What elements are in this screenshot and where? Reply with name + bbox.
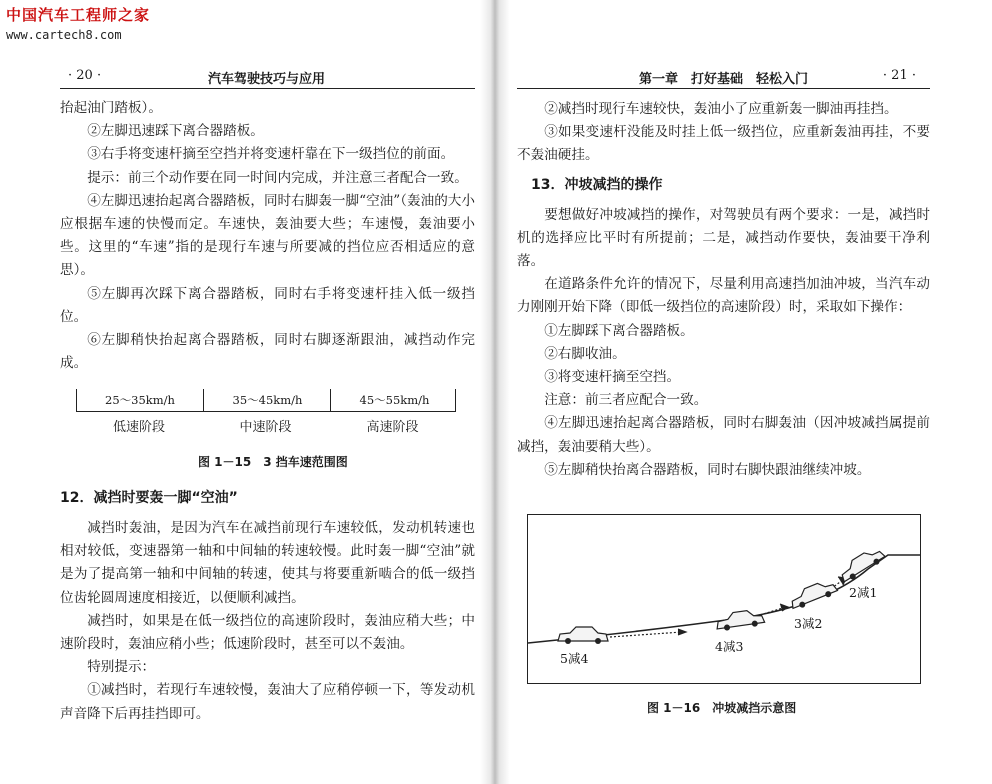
paragraph: 减挡时轰油，是因为汽车在减挡前现行车速较低，发动机转速也相对较低，变速器第一轴和中间轴的转速较慢。此时轰一脚“空油”就是为了提高第一轴和中间轴的转速，使其与将要重新啮合的低一级挡位齿轮圆周速度相接近，以便顺利减挡。 bbox=[60, 520, 475, 606]
gear-label-2-to-1: 2减1 bbox=[849, 585, 878, 600]
stage-label-mid: 中速阶段 bbox=[239, 420, 292, 435]
left-running-head bbox=[60, 64, 475, 89]
paragraph: ①左脚踩下离合器踏板。 bbox=[544, 322, 694, 339]
car-icon bbox=[715, 608, 765, 632]
paragraph: 特别提示： bbox=[87, 659, 156, 676]
figure-1-16-caption: 图 1－16 冲坡减挡示意图 bbox=[647, 701, 797, 715]
speed-range-high: 45～55km/h bbox=[330, 389, 458, 411]
car-icon bbox=[788, 577, 839, 611]
paragraph: 在道路条件允许的情况下，尽量利用高速挡加油冲坡，当汽车动力刚刚开始下降（即低一级挡位的高速阶段）时，采取如下操作： bbox=[517, 276, 930, 316]
left-top-text bbox=[60, 97, 475, 375]
chapter-title: 第一章 打好基础 轻松入门 bbox=[639, 72, 809, 87]
watermark-site-name: 中国汽车工程师之家 bbox=[6, 6, 151, 24]
paragraph: ③如果变速杆没能及时挂上低一级挡位，应重新轰油再挂，不要不轰油硬挂。 bbox=[517, 124, 930, 164]
car-icon bbox=[558, 627, 608, 644]
paragraph: ⑤左脚再次踩下离合器踏板，同时右手将变速杆挂入低一级挡位。 bbox=[60, 285, 475, 325]
speed-range-low: 25～35km/h bbox=[105, 393, 175, 407]
paragraph: 注意：前三者应配合一致。 bbox=[544, 392, 708, 409]
paragraph: 提示：前三个动作要在同一时间内完成，并注意三者配合一致。 bbox=[87, 169, 468, 186]
section-13-heading: 13．冲坡减挡的操作 bbox=[531, 176, 663, 193]
left-page bbox=[60, 0, 475, 784]
paragraph: 要想做好冲坡减挡的操作，对驾驶员有两个要求：一是，减挡时机的选择应比平时有所提前；二是，减挡动作要快，轰油要干净利落。 bbox=[517, 206, 930, 270]
left-bottom-text bbox=[60, 481, 475, 726]
paragraph: ⑤左脚稍快抬离合器踏板，同时右脚快跟油继续冲坡。 bbox=[544, 461, 871, 478]
car-icon bbox=[837, 544, 887, 584]
right-page-number: · 21 · bbox=[882, 68, 916, 83]
paragraph: ④左脚迅速抬起离合器踏板，同时右脚轰一脚“空油”（轰油的大小应根据车速的快慢而定。车速快，轰油要大些；车速慢，轰油要小些。这里的“车速”指的是现行车速与所要减的挡位应否相适应的意思）。 bbox=[60, 192, 475, 279]
book-spine bbox=[480, 0, 510, 784]
paragraph: 抬起油门踏板）。 bbox=[60, 100, 162, 116]
figure-1-15-caption: 图 1－15 3 挡车速范围图 bbox=[198, 455, 348, 469]
site-watermark bbox=[6, 4, 150, 42]
uphill-downshift-figure bbox=[527, 514, 921, 684]
speed-stage-labels bbox=[76, 412, 456, 438]
stage-label-high: 高速阶段 bbox=[366, 420, 419, 435]
paragraph: ⑥左脚稍快抬起离合器踏板，同时右脚逐渐跟油，减挡动作完成。 bbox=[60, 332, 475, 372]
paragraph: ③将变速杆摘至空挡。 bbox=[544, 369, 681, 386]
section-12-heading: 12．减挡时要轰一脚“空油” bbox=[60, 490, 238, 506]
right-text bbox=[517, 98, 930, 482]
left-page-number: · 20 · bbox=[68, 68, 102, 83]
speed-range-bar bbox=[76, 389, 456, 412]
speed-range-figure bbox=[76, 389, 456, 438]
watermark-url: www.cartech8.com bbox=[6, 28, 122, 42]
paragraph: ②左脚迅速踩下离合器踏板。 bbox=[87, 123, 264, 140]
paragraph: ④左脚迅速抬起离合器踏板，同时右脚轰油（因冲坡减挡属提前减挡，轰油要稍大些）。 bbox=[517, 415, 930, 455]
right-page bbox=[517, 0, 930, 784]
paragraph: 减挡时，如果是在低一级挡位的高速阶段时，轰油应稍大些；中速阶段时，轰油应稍小些；低速阶段时，甚至可以不轰油。 bbox=[60, 612, 475, 653]
paragraph: ③右手将变速杆摘至空挡并将变速杆靠在下一级挡位的前面。 bbox=[87, 146, 455, 163]
paragraph: ①减挡时，若现行车速较慢，轰油大了应稍停顿一下，等发动机声音降下后再挂挡即可。 bbox=[60, 682, 475, 722]
stage-label-low: 低速阶段 bbox=[112, 420, 165, 435]
gear-label-3-to-2: 3减2 bbox=[794, 616, 823, 631]
book-title: 汽车驾驶技巧与应用 bbox=[208, 72, 326, 87]
gear-label-5-to-4: 5减4 bbox=[560, 651, 589, 666]
paragraph: ②右脚收油。 bbox=[544, 345, 626, 362]
paragraph: ②减挡时现行车速较快，轰油小了应重新轰一脚油再挂挡。 bbox=[544, 101, 898, 117]
gear-label-4-to-3: 4减3 bbox=[715, 639, 744, 654]
right-running-head bbox=[517, 64, 930, 89]
speed-range-mid: 35～45km/h bbox=[203, 389, 331, 411]
